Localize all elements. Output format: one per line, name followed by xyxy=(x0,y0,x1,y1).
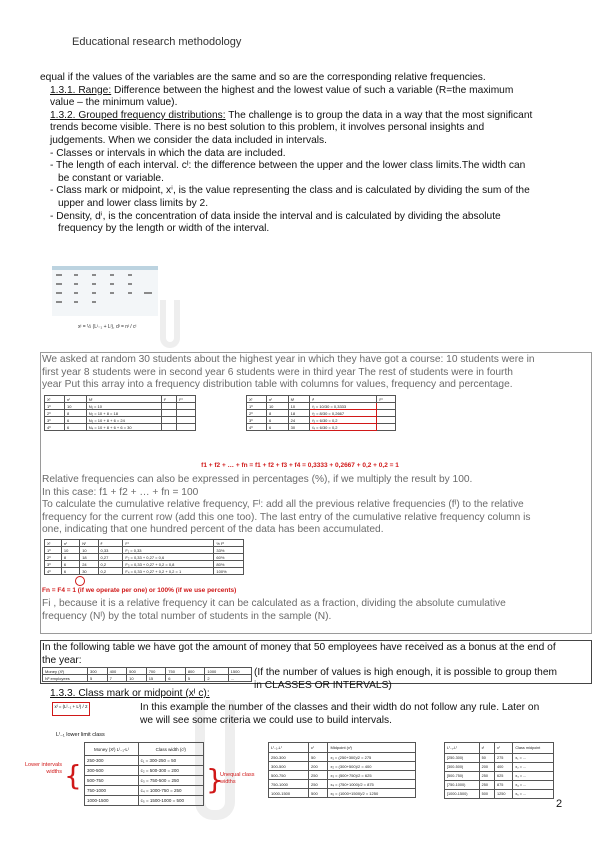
fn-formula: Fn = F4 = 1 (if we operate per one) or 100% (if we use percents) xyxy=(42,587,237,594)
table-cell: c₃ = 750-500 = 250 xyxy=(138,776,203,786)
table-cell: N₁ = 10 xyxy=(86,403,161,410)
table-cell: N₃ = 10 + 8 + 6 = 24 xyxy=(86,417,161,424)
example-text: first year 8 students were in second year 6 students were in third year The rest of students were in fourth xyxy=(42,366,513,378)
table-cell: f₃ = 6/30 = 0,2 xyxy=(310,417,377,424)
cumulative-text: To calculate the cumulative relative frequency, Fᴵ: add all the previous relative frequencies (fᴵ) to the relative xyxy=(42,499,524,511)
table-cell: 6 xyxy=(266,417,288,424)
table-cell: 8 xyxy=(61,554,79,561)
fi-paragraph xyxy=(42,598,590,623)
table-cell: 50 xyxy=(479,754,494,763)
intro-line: equal if the values of the variables are the same and so are the corresponding relative frequencies. xyxy=(40,72,486,83)
table-cell: 1000 xyxy=(205,668,228,675)
table-cell: 15 xyxy=(146,675,166,682)
table-cell: x₁ = ... xyxy=(513,754,554,763)
table-cell: 5 xyxy=(185,675,205,682)
bullet-midpoint: - Class mark or midpoint, xⁱ, is the value representing the class and is calculated by dividing the sum of the xyxy=(50,185,530,197)
table-cell: 10 xyxy=(127,675,147,682)
table-cell: 8 xyxy=(266,410,288,417)
table-header: Nᴵ xyxy=(86,396,161,403)
table-cell: x₂ = (300+500)/2 = 400 xyxy=(328,762,416,771)
range-heading: 1.3.1. Range: xyxy=(50,84,112,96)
table-row xyxy=(269,789,416,798)
table-cell xyxy=(177,417,196,424)
table-cell: 0,27 xyxy=(98,554,123,561)
table-cell: 2º xyxy=(247,410,267,417)
table-cell: x₅ = ... xyxy=(513,790,554,799)
midpoint-formula: xᴵ = (Lᴵ₋₁ + Lᴵ) / 2 xyxy=(52,702,90,716)
table-header: Lᴵ₋₁-Lᴵ xyxy=(445,743,480,754)
table-header: Xᴵ xyxy=(45,540,62,547)
table-cell: 1000-1500 xyxy=(85,796,139,806)
table-row xyxy=(45,424,196,431)
right-brace-icon: } xyxy=(206,763,224,796)
table-header: nᴵ xyxy=(266,396,288,403)
table-row xyxy=(445,772,554,781)
table-header: Fᴵ xyxy=(177,396,196,403)
cumulative-text: one, indicating that one hundred percent of the data has been accumulated. xyxy=(42,524,384,536)
table-header: Class midpoint xyxy=(513,743,554,754)
table-cell: 1250 xyxy=(495,790,513,799)
table-cell: x₁ = (250+300)/2 = 275 xyxy=(328,753,416,762)
table-cell: 300-500 xyxy=(269,762,309,771)
table-header: Money (Xᴵ) Lᴵ₋₁-Lᴵ xyxy=(85,743,139,756)
range-text: Difference between the highest and the lowest value of such a variable (R=the maximum xyxy=(111,84,514,96)
highlight-circle xyxy=(75,576,85,586)
table-cell: 5 xyxy=(88,675,108,682)
table-cell xyxy=(161,424,177,431)
bullet-midpoint-2: upper and lower class limits by 2. xyxy=(58,197,209,209)
table-cell: F₃ = 0,33 + 0,27 + 0,2 = 0,8 xyxy=(123,561,214,568)
table-cell: [250-300) xyxy=(445,754,480,763)
table-row xyxy=(445,763,554,772)
table-cell: 6 xyxy=(61,561,79,568)
table-cell xyxy=(161,417,177,424)
table-cell: 1º xyxy=(45,547,62,554)
mini-formula: xᴵ = ½ (Lᴵ₋₁ + Lᴵ), dᴵ = nᴵ / cᴵ xyxy=(78,324,137,330)
fi-text: Fi , because it is a relative frequency it can be calculated as a fraction, dividing the absolute cumulative xyxy=(42,598,506,609)
table-row xyxy=(43,675,252,682)
table-cell xyxy=(161,403,177,410)
table-cell: 300 xyxy=(88,668,108,675)
table-header: Xᴵ xyxy=(45,396,65,403)
table-cell: f₄ = 6/30 = 0,2 xyxy=(310,424,377,431)
table-cell: 500-750 xyxy=(269,771,309,780)
table-cell: 0,33 xyxy=(98,547,123,554)
table-cell: 0,2 xyxy=(98,561,123,568)
table-row xyxy=(269,780,416,789)
bonus-note-text: in CLASSES OR INTERVALS) xyxy=(254,679,392,691)
table-cell: 250-300 xyxy=(269,753,309,762)
bullet-length: - The length of each interval. cᴵ: the difference between the upper and the lower class limits.The width can xyxy=(50,160,526,172)
table-row xyxy=(247,424,396,431)
table-cell: 4º xyxy=(247,424,267,431)
bullet-density-2: frequency by the length or width of the interval. xyxy=(58,223,270,235)
bullet-length-2: be constant or variable. xyxy=(58,172,164,184)
grouped-line-2: trends become visible. There is no best solution to this problem, it involves personal insights and xyxy=(50,122,485,134)
table-header: nᴵ xyxy=(64,396,86,403)
class-width-table xyxy=(84,742,204,806)
table-cell: 50 xyxy=(309,753,328,762)
table-cell: x₅ = (1000+1500)/2 = 1250 xyxy=(328,789,416,798)
table-cell: 250 xyxy=(309,780,328,789)
example-intro xyxy=(42,354,590,392)
table-cell: 18 xyxy=(80,554,98,561)
classmark-text xyxy=(140,702,590,727)
table-cell: 300-500 xyxy=(85,766,139,776)
bonus-note-text: (If the number of values is high enough, it is possible to group them xyxy=(254,667,557,678)
lower-intervals-label: Lower intervals widths xyxy=(25,762,62,775)
table-cell: 1500 xyxy=(228,668,251,675)
table-header: % Fᴵ xyxy=(214,540,244,547)
table-cell: 3º xyxy=(247,417,267,424)
table-row xyxy=(45,561,244,568)
table-row xyxy=(45,417,196,424)
percent-text: Relative frequencies can also be expressed in percentages (%), if we multiply the result by 100. xyxy=(42,474,473,485)
table-row xyxy=(85,796,204,806)
frequency-table-absolute xyxy=(44,395,196,431)
page-number: 2 xyxy=(556,798,563,810)
table-header: Class width (cᴵ) xyxy=(138,743,203,756)
running-header: Educational research methodology xyxy=(72,36,242,48)
table-cell: 750 xyxy=(166,668,186,675)
table-cell: f₂ = 8/30 = 0,2667 xyxy=(310,410,377,417)
table-cell: 500 xyxy=(309,789,328,798)
table-header: fᴵ xyxy=(98,540,123,547)
table-cell: 8 xyxy=(64,410,86,417)
grouped-heading: 1.3.2. Grouped frequency distributions: xyxy=(50,109,226,121)
table-cell: 6 xyxy=(61,568,79,575)
table-cell: N₄ = 10 + 8 + 6 + 6 = 30 xyxy=(86,424,161,431)
table-cell: F₂ = 0,33 + 0,27 = 0,6 xyxy=(123,554,214,561)
table-cell: 1000-1500 xyxy=(269,789,309,798)
left-brace-icon: { xyxy=(64,759,82,792)
table-cell xyxy=(177,410,196,417)
table-cell: 6 xyxy=(266,424,288,431)
table-cell: x₃ = ... xyxy=(513,772,554,781)
table-cell: 2º xyxy=(45,554,62,561)
range-line-2: value – the minimum value). xyxy=(50,97,178,109)
table-cell xyxy=(377,417,396,424)
table-cell: 6 xyxy=(64,417,86,424)
table-cell: f₁ = 10/30 = 0,3333 xyxy=(310,403,377,410)
example-text: We asked at random 30 students about the highest year in which they have got a course: 10 students were in xyxy=(42,354,535,365)
table-cell: 4º xyxy=(45,568,62,575)
table-header: cᴵ xyxy=(479,743,494,754)
frequency-table-relative xyxy=(246,395,396,431)
fi-text: frequency (Nᴵ) by the total number of students in the sample (N). xyxy=(42,610,332,622)
table-cell: Money (Xᴵ) xyxy=(43,668,88,675)
table-row xyxy=(269,753,416,762)
table-header: cᴵ xyxy=(309,743,328,753)
sum-formula: f1 + f2 + … + fn = f1 + f2 + f3 + f4 = 0,3333 + 0,2667 + 0,2 + 0,2 = 1 xyxy=(201,462,399,469)
table-row xyxy=(445,781,554,790)
range-line xyxy=(40,85,595,98)
example-text: year Put this array into a frequency distribution table with columns for values, frequency and percentage. xyxy=(42,379,513,391)
cumulative-table xyxy=(44,539,244,575)
table-header: xᴵ xyxy=(495,743,513,754)
table-cell: 750-1000 xyxy=(85,786,139,796)
bonus-text: the year: xyxy=(42,654,82,666)
table-cell: [300-500) xyxy=(445,763,480,772)
table-row xyxy=(247,417,396,424)
table-cell: [1000-1500) xyxy=(445,790,480,799)
table-header: nᴵ xyxy=(61,540,79,547)
table-cell: 10 xyxy=(80,547,98,554)
cumulative-text: frequency for the current row (add this one too). The last entry of the cumulative relative frequency column is xyxy=(42,511,531,523)
table-cell: 4º xyxy=(45,424,65,431)
table-cell: 6 xyxy=(64,424,86,431)
table-header: fᴵ xyxy=(310,396,377,403)
table-cell: 80% xyxy=(214,561,244,568)
table-row xyxy=(45,547,244,554)
table-header: Nᴵ xyxy=(80,540,98,547)
midpoint-table xyxy=(268,742,416,798)
table-cell xyxy=(377,424,396,431)
class-midpoint-table xyxy=(444,742,554,799)
table-cell: ... xyxy=(228,675,251,682)
table-row xyxy=(85,786,204,796)
bonus-note xyxy=(254,667,594,692)
bonus-table xyxy=(42,667,252,682)
table-cell: 400 xyxy=(107,668,127,675)
table-header: Xᴵ xyxy=(247,396,267,403)
table-cell: 500-750 xyxy=(85,776,139,786)
table-cell: 24 xyxy=(288,417,310,424)
table-cell: 3º xyxy=(45,561,62,568)
grouped-line-3: judgements. When we consider the data included in intervals. xyxy=(50,134,327,146)
percent-text: In this case: f1 + f2 + … + fn = 100 xyxy=(42,486,199,498)
table-cell: 2º xyxy=(45,410,65,417)
table-row xyxy=(85,766,204,776)
table-header: Lᴵ₋₁-Lᴵ xyxy=(269,743,309,753)
table-header: Nᴵ xyxy=(288,396,310,403)
table-cell xyxy=(377,410,396,417)
table-cell: 400 xyxy=(495,763,513,772)
table-header: fᴵ xyxy=(161,396,177,403)
table-cell: c₄ = 1000-750 = 250 xyxy=(138,786,203,796)
table-cell: 250-300 xyxy=(85,756,139,766)
table-row xyxy=(45,403,196,410)
table-row xyxy=(85,756,204,766)
table-cell: 500 xyxy=(479,790,494,799)
table-cell: x₄ = ... xyxy=(513,781,554,790)
intro-block xyxy=(40,72,595,236)
table-cell: x₄ = (750+1000)/2 = 875 xyxy=(328,780,416,789)
bullet-classes: - Classes or intervals in which the data are included. xyxy=(50,147,286,159)
table-cell: 24 xyxy=(80,561,98,568)
table-cell: 1º xyxy=(247,403,267,410)
table-cell: F₄ = 0,33 + 0,27 + 0,2 + 0,2 = 1 xyxy=(123,568,214,575)
table-cell: 800 xyxy=(185,668,205,675)
table-cell: 100% xyxy=(214,568,244,575)
table-cell: 500 xyxy=(127,668,147,675)
table-cell: 10 xyxy=(266,403,288,410)
table-cell: 250 xyxy=(479,781,494,790)
table-cell: 875 xyxy=(495,781,513,790)
table-cell xyxy=(161,410,177,417)
table-cell xyxy=(177,403,196,410)
mini-table-image xyxy=(52,266,158,316)
classmark-text-line: In this example the number of the classes and their width do not follow any rule. Later on xyxy=(140,702,540,713)
table-cell: 33% xyxy=(214,547,244,554)
table-cell: 275 xyxy=(495,754,513,763)
table-cell: [750-1000) xyxy=(445,781,480,790)
table-header: Midpoint (xᴵ) xyxy=(328,743,416,753)
table-row xyxy=(45,554,244,561)
table-cell xyxy=(377,403,396,410)
table-cell: 625 xyxy=(495,772,513,781)
table-cell: 30 xyxy=(288,424,310,431)
table-cell: Nº employees xyxy=(43,675,88,682)
table-cell: 18 xyxy=(288,410,310,417)
classmark-heading: 1.3.3. Class mark or midpoint (xᴵ c): xyxy=(50,688,210,699)
table-cell: 10 xyxy=(61,547,79,554)
table-cell: x₃ = (500+750)/2 = 625 xyxy=(328,771,416,780)
table-cell: 30 xyxy=(80,568,98,575)
table-row xyxy=(269,762,416,771)
table-cell: 1º xyxy=(45,403,65,410)
table-row xyxy=(43,668,252,675)
table-cell: 750-1000 xyxy=(269,780,309,789)
bullet-density: - Density, dⁱ, is the concentration of data inside the interval and is calculated by dividing the absolute xyxy=(50,210,501,222)
table-cell: 700 xyxy=(146,668,166,675)
table-header: Fᴵ xyxy=(123,540,214,547)
table-row xyxy=(85,776,204,786)
unequal-widths-label: Unequal class widths xyxy=(220,772,255,785)
table-cell: 2 xyxy=(205,675,228,682)
table-cell: F₁ = 0,33 xyxy=(123,547,214,554)
table-row xyxy=(247,410,396,417)
table-cell: 6 xyxy=(166,675,186,682)
watermark-shape xyxy=(160,300,180,348)
table-row xyxy=(45,410,196,417)
table-header: Fᴵ xyxy=(377,396,396,403)
table-row xyxy=(445,790,554,799)
mini-table-grid xyxy=(52,270,158,312)
table-row xyxy=(445,754,554,763)
table-cell: 200 xyxy=(479,763,494,772)
table-cell: 200 xyxy=(309,762,328,771)
table-cell: 10 xyxy=(288,403,310,410)
grouped-line xyxy=(40,110,595,123)
table-cell: 7 xyxy=(107,675,127,682)
table-cell: 250 xyxy=(309,771,328,780)
table-cell: N₂ = 10 + 8 = 18 xyxy=(86,410,161,417)
table-cell xyxy=(177,424,196,431)
table-row xyxy=(45,568,244,575)
table-cell: 60% xyxy=(214,554,244,561)
table-row xyxy=(247,403,396,410)
table-cell: c₅ = 1500-1000 = 500 xyxy=(138,796,203,806)
table-cell: [500-750) xyxy=(445,772,480,781)
table-cell: 250 xyxy=(479,772,494,781)
table-cell: 3º xyxy=(45,417,65,424)
grouped-text: The challenge is to group the data in a way that the most significant xyxy=(225,109,533,121)
table-cell: c₂ = 500-300 = 200 xyxy=(138,766,203,776)
table-cell: x₂ = ... xyxy=(513,763,554,772)
table-cell: c₁ = 300-250 = 50 xyxy=(138,756,203,766)
bonus-intro xyxy=(42,642,590,667)
table-cell: 0,2 xyxy=(98,568,123,575)
table-cell: 10 xyxy=(64,403,86,410)
table-row xyxy=(269,771,416,780)
bonus-text: In the following table we have got the amount of money that 50 employees have received as a bonus at the end of xyxy=(42,642,556,653)
lower-limit-label: Lᴵ₋₁ lower limit class xyxy=(56,732,105,738)
percent-paragraph xyxy=(42,474,590,537)
classmark-text-line: we will see some criteria we could use to build intervals. xyxy=(140,714,392,726)
